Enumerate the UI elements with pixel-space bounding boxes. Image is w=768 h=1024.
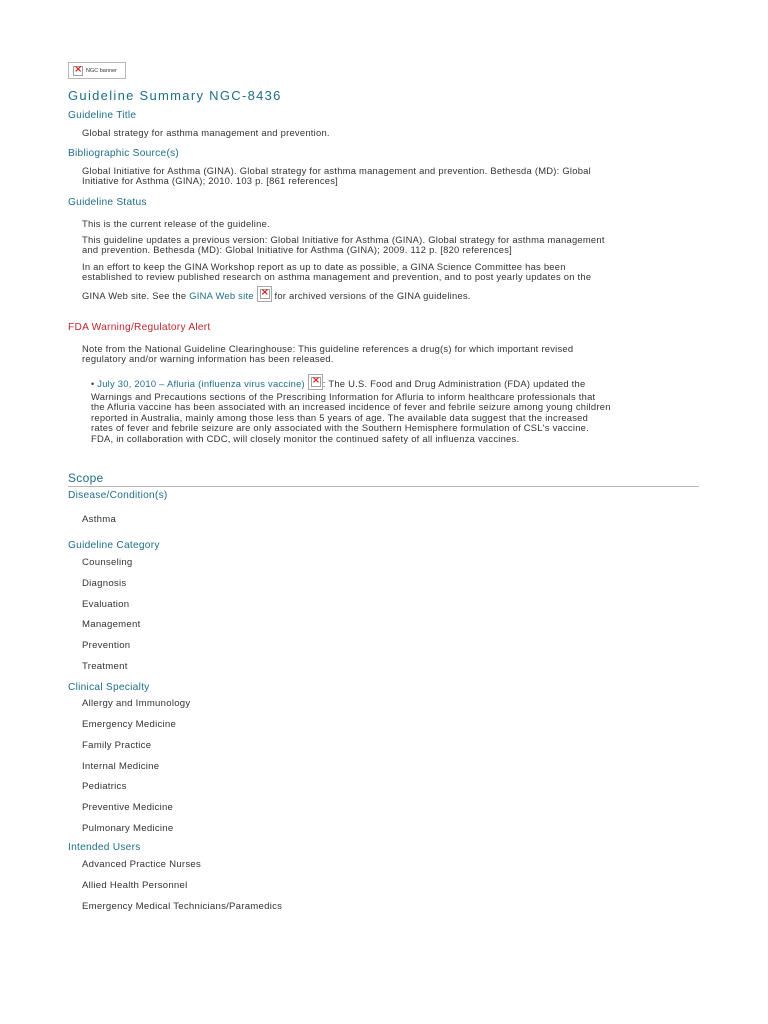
fda-alert-line-6: FDA, in collaboration with CDC, will closely monitor the continued safety of all influenza vaccines.: [91, 433, 520, 444]
category-item: Diagnosis: [82, 578, 127, 589]
bibliographic-line-1: Global Initiative for Asthma (GINA). Global strategy for asthma management and prevention. Bethesda (MD): Global: [82, 165, 591, 176]
fda-alert-item: [91, 374, 585, 392]
status-paragraph-3-line-2: established to review published research on asthma management and prevention, and to post yearly updates on the: [82, 271, 592, 282]
category-item: Treatment: [82, 661, 128, 672]
ngc-banner-image: [68, 62, 126, 79]
status-paragraph-3-line-1: In an effort to keep the GINA Workshop report as up to date as possible, a GINA Science Committee has been: [82, 261, 566, 272]
external-link-icon[interactable]: [308, 374, 323, 390]
clinical-specialty-heading: Clinical Specialty: [68, 682, 150, 693]
guideline-status-heading: Guideline Status: [68, 197, 147, 208]
status-paragraph-1: This is the current release of the guideline.: [82, 218, 270, 229]
guideline-category-heading: Guideline Category: [68, 540, 160, 551]
specialty-item: Family Practice: [82, 740, 152, 751]
disease-item: Asthma: [82, 514, 117, 525]
fda-alert-line-5: rates of fever and febrile seizure are only associated with the Southern Hemisphere formulation of CSL's vaccine.: [91, 422, 589, 433]
fda-alert-line-2: Warnings and Precautions sections of the Prescribing Information for Afluria to inform healthcare professionals that: [91, 391, 596, 402]
page-title: Guideline Summary NGC-8436: [68, 88, 282, 103]
status-paragraph-2-line-1: This guideline updates a previous version: Global Initiative for Asthma (GINA). Global strategy for asthma management: [82, 234, 605, 245]
banner-alt-text: NGC banner: [86, 67, 117, 74]
fda-alert-line-3: the Afluria vaccine has been associated with an increased incidence of fever and febrile seizure among young children: [91, 401, 611, 412]
gina-web-site-link[interactable]: GINA Web site: [189, 290, 254, 301]
afluria-alert-link[interactable]: July 30, 2010 – Afluria (influenza virus vaccine): [97, 378, 305, 389]
broken-image-icon: [73, 66, 83, 76]
specialty-item: Preventive Medicine: [82, 802, 174, 813]
specialty-item: Pediatrics: [82, 781, 127, 792]
bibliographic-line-2: Initiative for Asthma (GINA); 2010. 103 p. [861 references]: [82, 175, 339, 186]
scope-section-heading: Scope: [68, 471, 699, 487]
bullet-icon: •: [91, 379, 95, 389]
category-item: Management: [82, 619, 141, 630]
fda-alert-line-4: reported in Australia, mainly among those less than 5 years of age. The available data suggest that the increased: [91, 412, 589, 423]
status-paragraph-3-post: for archived versions of the GINA guidelines.: [274, 290, 471, 301]
specialty-item: Emergency Medicine: [82, 719, 177, 730]
broken-image-icon: [260, 289, 270, 299]
specialty-item: Internal Medicine: [82, 761, 160, 772]
specialty-item: Pulmonary Medicine: [82, 823, 174, 834]
external-link-icon[interactable]: [257, 286, 272, 302]
specialty-item: Allergy and Immunology: [82, 698, 191, 709]
guideline-title-heading: Guideline Title: [68, 110, 137, 121]
fda-note-line-2: regulatory and/or warning information has been released.: [82, 353, 334, 364]
guideline-title-text: Global strategy for asthma management and prevention.: [82, 127, 330, 138]
intended-users-heading: Intended Users: [68, 842, 141, 853]
category-item: Counseling: [82, 557, 133, 568]
fda-alert-line-1: : The U.S. Food and Drug Administration (FDA) updated the: [322, 378, 586, 389]
fda-note-line-1: Note from the National Guideline Clearinghouse: This guideline references a drug(s) for which important revised: [82, 343, 574, 354]
bibliographic-heading: Bibliographic Source(s): [68, 148, 180, 159]
status-paragraph-2-line-2: and prevention. Bethesda (MD): Global Initiative for Asthma (GINA); 2009. 112 p. [820 references]: [82, 244, 513, 255]
disease-condition-heading: Disease/Condition(s): [68, 490, 168, 501]
user-item: Allied Health Personnel: [82, 880, 188, 891]
status-paragraph-3-pre: GINA Web site. See the: [82, 290, 187, 301]
status-paragraph-3-line-3: [82, 286, 471, 304]
broken-image-icon: [311, 377, 321, 387]
fda-warning-heading: FDA Warning/Regulatory Alert: [68, 322, 211, 333]
category-item: Evaluation: [82, 599, 130, 610]
user-item: Emergency Medical Technicians/Paramedics: [82, 901, 283, 912]
category-item: Prevention: [82, 640, 131, 651]
user-item: Advanced Practice Nurses: [82, 859, 202, 870]
